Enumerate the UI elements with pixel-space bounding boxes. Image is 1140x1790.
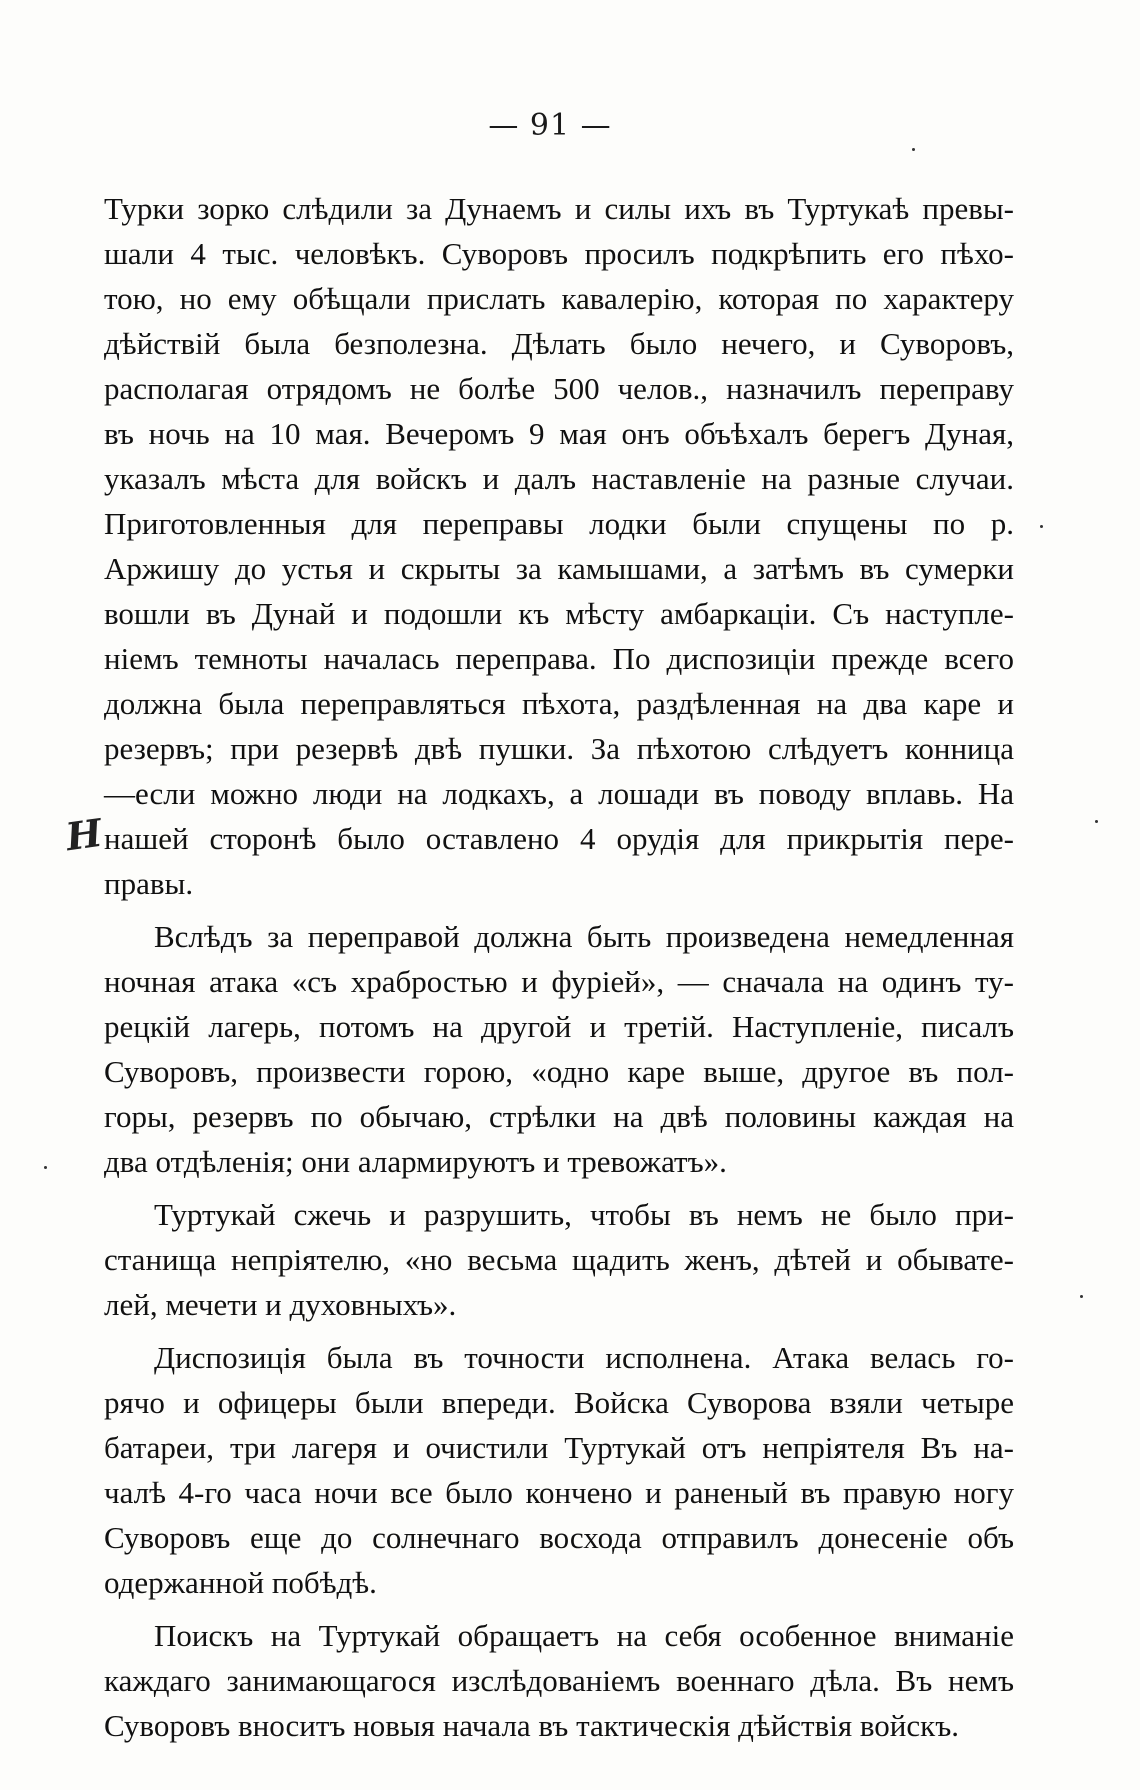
text-line: тою, но ему обѣщали прислать кавалерію, которая по характеру <box>104 281 1014 316</box>
text-line: Турки зорко слѣдили за Дунаемъ и силы ихъ въ Туртукаѣ превы- <box>104 191 1014 226</box>
text-line: горы, резервъ по обычаю, стрѣлки на двѣ половины каждая на <box>104 1099 1014 1134</box>
text-line: шали 4 тыс. человѣкъ. Суворовъ просилъ подкрѣпить его пѣхо- <box>104 236 1014 271</box>
text-line: нашей сторонѣ было оставлено 4 орудія для прикрытія пере- <box>104 821 1014 856</box>
ink-speck <box>1095 820 1098 823</box>
text-line: Суворовъ еще до солнечнаго восхода отправилъ донесеніе объ <box>104 1520 1014 1555</box>
text-line: рецкій лагерь, потомъ на другой и третій. Наступленіе, писалъ <box>104 1009 1014 1044</box>
text-line: Аржишу до устья и скрыты за камышами, а затѣмъ въ сумерки <box>104 551 1014 586</box>
text-line: располагая отрядомъ не болѣе 500 челов., назначилъ переправу <box>104 371 1014 406</box>
text-line: чалѣ 4-го часа ночи все было кончено и раненый въ правую ногу <box>104 1475 1014 1510</box>
text-line: правы. <box>104 866 194 901</box>
text-line: должна была переправляться пѣхота, раздѣленная на два каре и <box>104 686 1014 721</box>
text-line: Приготовленныя для переправы лодки были спущены по р. <box>104 506 1014 541</box>
text-line: батареи, три лагеря и очистили Туртукай отъ непріятеля Въ на- <box>104 1430 1014 1465</box>
paragraph <box>104 1613 1014 1748</box>
text-line: резервъ; при резервѣ двѣ пушки. За пѣхотою слѣдуетъ конница <box>104 731 1014 766</box>
text-line: два отдѣленія; они алармируютъ и тревожатъ». <box>104 1144 727 1179</box>
text-line: каждаго занимающагося изслѣдованіемъ военнаго дѣла. Въ немъ <box>104 1663 1014 1698</box>
paragraph <box>104 1192 1014 1327</box>
ink-speck <box>1080 1295 1083 1298</box>
text-line: станища непріятелю, «но весьма щадить женъ, дѣтей и обывате- <box>104 1242 1014 1277</box>
text-line: Вслѣдъ за переправой должна быть произведена немедленная <box>154 919 1014 954</box>
text-line: Туртукай сжечь и разрушить, чтобы въ немъ не было при- <box>154 1197 1014 1232</box>
ink-speck <box>44 1166 47 1169</box>
text-line: въ ночь на 10 мая. Вечеромъ 9 мая онъ объѣхалъ берегъ Дуная, <box>104 416 1014 451</box>
ink-speck <box>1040 525 1043 528</box>
text-line: рячо и офицеры были впереди. Войска Суворова взяли четыре <box>104 1385 1014 1420</box>
paragraph <box>104 1335 1014 1605</box>
text-line: ночная атака «съ храбростью и фуріей», — сначала на одинъ ту- <box>104 964 1014 999</box>
text-line: Суворовъ вноситъ новыя начала въ тактическія дѣйствія войскъ. <box>104 1708 959 1743</box>
ink-speck <box>912 148 915 151</box>
paragraph <box>104 186 1014 906</box>
paragraph <box>104 914 1014 1184</box>
text-line: одержанной побѣдѣ. <box>104 1565 377 1600</box>
page-number: — 91 — <box>488 108 612 143</box>
text-line: лей, мечети и духовныхъ». <box>104 1287 457 1322</box>
text-line: —если можно люди на лодкахъ, а лошади въ поводу вплавь. На <box>104 776 1014 811</box>
text-line: Диспозиція была въ точности исполнена. Атака велась го- <box>154 1340 1014 1375</box>
margin-handwritten-mark: Н <box>63 809 105 860</box>
text-line: Суворовъ, произвести горою, «одно каре выше, другое въ пол- <box>104 1054 1014 1089</box>
body-text <box>104 186 1014 1756</box>
text-line: ніемъ темноты началась переправа. По диспозиціи прежде всего <box>104 641 1014 676</box>
text-line: вошли въ Дунай и подошли къ мѣсту амбаркаціи. Съ наступле- <box>104 596 1014 631</box>
text-line: Поискъ на Туртукай обращаетъ на себя особенное вниманіе <box>154 1618 1014 1653</box>
text-line: дѣйствій была безполезна. Дѣлать было нечего, и Суворовъ, <box>104 326 1014 361</box>
text-line: указалъ мѣста для войскъ и далъ наставленіе на разные случаи. <box>104 461 1014 496</box>
